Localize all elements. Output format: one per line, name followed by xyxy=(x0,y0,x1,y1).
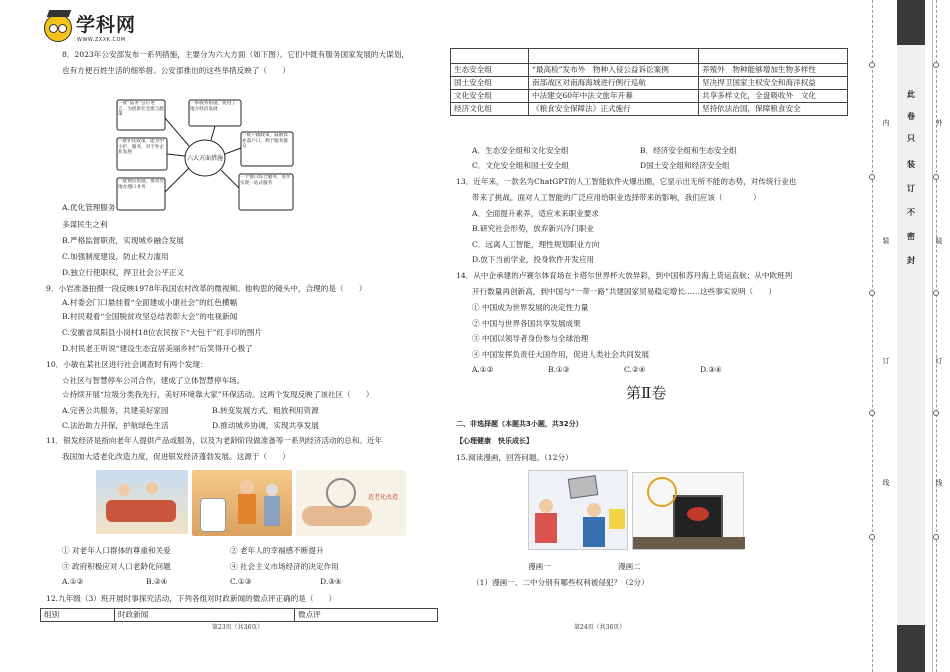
binding-hole-icon xyxy=(869,534,875,540)
q13-option-c: C．远离人工智能，理性规划职业方向 xyxy=(472,240,600,249)
q8-option-d: D.独立行使职权，捍卫社会公平正义 xyxy=(62,268,185,277)
outer-label-xian: 线 xyxy=(935,479,943,487)
table-cell-news: 《粮食安全保障法》正式施行 xyxy=(529,103,699,116)
right-page-footer: 第24页（共36页） xyxy=(574,624,626,631)
q14-item-1: ① 中国成为世界发展的决定性力量 xyxy=(472,303,589,312)
q14-item-4: ④ 中国发挥负责任大国作用，促进人类社会共同发展 xyxy=(472,350,650,359)
seal-strip-top-block xyxy=(897,0,925,45)
q12-header-news: 时政新闻 xyxy=(115,609,295,622)
q9-option-a: A.村委会门口悬挂着“全面建成小康社会”的红色横幅 xyxy=(62,298,238,307)
table-cell-comment: 坚决捍卫国家主权安全和海洋权益 xyxy=(699,77,848,90)
q9-option-c: C.安徽省凤阳县小岗村18位农民按下“大包干”红手印的图片 xyxy=(62,328,263,337)
comic-two-caption: 漫画二 xyxy=(618,562,641,571)
q13-stem-line1: 13．近年来，一款名为ChatGPT的人工智能软件火爆出圈，它显示出无所不能的态势，对传统行业也 xyxy=(456,177,797,186)
q13-option-a: A．全面提升素养，适应未来职业要求 xyxy=(472,209,599,218)
comic-one-image xyxy=(528,470,628,550)
q12-header-group: 组别 xyxy=(41,609,115,622)
inner-label-nei: 内 xyxy=(882,119,890,127)
q13-stem-line2: 带来了挑战。面对人工智能的广泛应用给职业选择带来的影响，我们应该（ ） xyxy=(472,193,761,202)
inner-label-ding: 订 xyxy=(882,357,890,365)
q11-item-3: ③ 政府积极应对人口老龄化问题 xyxy=(62,562,171,571)
q9-option-d: D.村民老王听说“建设生态宜居美丽乡村”后笑得开心极了 xyxy=(62,344,253,353)
table-cell-group: 国土安全组 xyxy=(451,77,529,90)
table-cell-news: 中法建交60年中法文旅年开幕 xyxy=(529,90,699,103)
outer-label-ding: 订 xyxy=(935,357,943,365)
diagram-box-1-text: 一批“法务”公正进言，为创新社会建言献策 xyxy=(118,101,164,117)
inner-label-xian: 线 xyxy=(882,479,890,487)
q11-stem-line1: 11．银发经济是指向老年人提供产品或服务，以及为老龄阶段做准备等一系列经济活动的总和。近年 xyxy=(46,436,383,445)
q10-option-b: B.转变发展方式，粗放利用资源 xyxy=(212,406,319,415)
q13-option-b: B.研究社会形势，放弃新兴冷门职业 xyxy=(472,224,594,233)
q13-option-d: D.放下当前学业，投身软件开发应用 xyxy=(472,255,595,264)
q14-item-2: ② 中国与世界各国共享发展成果 xyxy=(472,319,581,328)
q14-option-b: B.①③ xyxy=(548,365,570,374)
q10-stem: 10．小敏在某社区进行社会调查时有两个发现： xyxy=(46,360,208,369)
seal-char-8: 封 xyxy=(907,256,915,265)
q15-sub-question-1: （1）漫画一、二中分别有哪些权利被侵犯？（2分） xyxy=(472,578,649,587)
binding-hole-icon xyxy=(933,534,939,540)
logo-mascot-icon xyxy=(44,14,72,42)
q12-header-comment: 微点评 xyxy=(295,609,438,622)
seal-char-1: 此 xyxy=(907,90,915,99)
q12-option-d: D国土安全组和经济安全组 xyxy=(640,161,730,170)
diagram-box-2-text: 一系服务措施，促进了地方经济发展 xyxy=(190,101,236,112)
binding-hole-icon xyxy=(933,62,939,68)
binding-hole-icon xyxy=(869,174,875,180)
q14-item-3: ③ 中国以领导者身份参与全球治理 xyxy=(472,334,589,343)
seal-char-7: 密 xyxy=(907,232,915,241)
diagram-box-5-text: 一批便民措施，推动异地办理口业务 xyxy=(118,179,164,190)
seal-strip xyxy=(897,0,925,672)
q8-option-a: A.优化管理服务 xyxy=(62,203,116,212)
table-cell-comment: 坚持依法治国，保障粮食安全 xyxy=(699,103,848,116)
table-cell-group: 经济文化组 xyxy=(451,103,529,116)
outer-binding-line xyxy=(936,0,937,672)
outer-label-wai: 外 xyxy=(935,119,943,127)
q11-option-b: B.②④ xyxy=(146,577,168,586)
logo-name: 学科网 xyxy=(76,14,137,36)
q11-item-4: ④ 社会主义市场经济的决定作用 xyxy=(230,562,339,571)
seal-char-5: 订 xyxy=(907,184,915,193)
diagram-box-4-text: 一批户籍政策，鼓励农业落户口，利于服务群众 xyxy=(242,133,288,149)
theme-heading: 【心理健康 快乐成长】 xyxy=(456,437,533,445)
diagram-box-6-text: 一个窗口综合服务，进步实现一站式服务 xyxy=(240,175,291,186)
q8-stem-line1: 8．2023年公安部发布一系列措施，主要分为六大方面（如下图）。它们中既有服务国家发展的大谋划， xyxy=(62,50,409,59)
table-cell-news: 南部战区对南海海域进行例行巡航 xyxy=(529,77,699,90)
q14-option-c: C.②④ xyxy=(624,365,646,374)
family-sofa-scene xyxy=(96,470,188,534)
toilet-grab-bar-scene xyxy=(192,470,292,536)
q8-stem-line2: 也有方便百姓生活的细举措。公安部推出的这些举措反映了（ ） xyxy=(62,66,290,75)
q8-option-a-cont: 多谋民生之利 xyxy=(62,220,108,229)
q8-option-c: C.加强制度建设，防止权力滥用 xyxy=(62,252,169,261)
graduation-cap-icon xyxy=(47,10,72,17)
binding-hole-icon xyxy=(869,62,875,68)
q11-option-d: D.③④ xyxy=(320,577,342,586)
hands-wheelchair-scene xyxy=(296,470,406,536)
table-cell-comment: 养殖外 物种能够增加生物多样性 xyxy=(699,64,848,77)
q12-stem: 12.九年级（3）班开展时事探究活动，下列各组对时政新闻的微点评正确的是（ ） xyxy=(46,594,337,603)
binding-hole-icon xyxy=(869,410,875,416)
seal-char-4: 装 xyxy=(907,160,915,169)
table-cell-comment: 共享多样文化，全盘吸收外 文化 xyxy=(699,90,848,103)
q9-option-b: B.村民观看“全国脱贫攻坚总结表彰大会”的电视新闻 xyxy=(62,312,238,321)
binding-hole-icon xyxy=(933,290,939,296)
q11-item-2: ② 老年人的幸福感不断提升 xyxy=(230,546,324,555)
q11-elderly-care-illustration xyxy=(96,470,406,540)
seal-char-2: 卷 xyxy=(907,112,915,121)
binding-hole-icon xyxy=(933,174,939,180)
table-row xyxy=(451,64,848,77)
seal-strip-bottom-block xyxy=(897,625,925,672)
q11-image-caption: 适老化改造 xyxy=(368,494,399,501)
diagram-center-label: 六大方面措施 xyxy=(186,155,224,162)
q9-stem: 9．小岩准备拍摄一段反映1978年我国农村改革的微视频。他构思的镜头中，合理的是（ ） xyxy=(46,284,367,293)
table-cell-group: 文化安全组 xyxy=(451,90,529,103)
q11-option-a: A.①② xyxy=(62,577,84,586)
diagram-box-3-text: 一批护民政策，能为中小护、服务，对于外企业发展 xyxy=(118,139,164,155)
q8-measures-diagram xyxy=(115,98,295,213)
left-page-footer: 第23页（共36页） xyxy=(212,624,264,631)
inner-label-zhuang: 装 xyxy=(882,237,890,245)
q11-option-c: C.①③ xyxy=(230,577,252,586)
logo-url: WWW.ZXXK.COM xyxy=(77,37,126,43)
table-row xyxy=(451,103,848,116)
seal-char-3: 只 xyxy=(907,134,915,143)
table-cell-news: “最高检”发布外 物种入侵公益诉讼案例 xyxy=(529,64,699,77)
outer-label-zhuang: 装 xyxy=(935,237,943,245)
section-2-title: 第Ⅱ卷 xyxy=(626,384,667,402)
q10-option-d: D.推动城乡协调，实现共享发展 xyxy=(212,421,319,430)
part2-heading: 二、非选择题（本题共3小题，共32分） xyxy=(456,420,583,428)
q15-stem: 15.阅读漫画，回答问题。（12分） xyxy=(456,453,573,462)
q14-stem-line1: 14．从中企承建的卢赛尔体育场在卡塔尔世界杯大放异彩，到中国和苏丹海上货运直航；从中欧班列 xyxy=(456,271,793,280)
q14-stem-line2: 开行数量再创新高，到中国与“一带一路”共建国家贸易稳定增长……这些事实说明（ ） xyxy=(472,287,776,296)
q10-option-a: A.完善公共服务，共建美好家园 xyxy=(62,406,169,415)
q10-finding-1: ☆社区与智慧停车公司合作，建成了立体智慧停车场。 xyxy=(62,376,245,385)
table-row xyxy=(451,90,848,103)
q12-table-header xyxy=(40,608,438,622)
table-cell-group: 生态安全组 xyxy=(451,64,529,77)
comic-one-caption: 漫画一 xyxy=(528,562,551,571)
q12-table-body xyxy=(450,48,848,116)
binding-hole-icon xyxy=(933,410,939,416)
q10-finding-2: ☆持续开展“垃圾分类我先行，美好环境靠大家”环保活动。这两个发现反映了该社区（ ） xyxy=(62,390,374,399)
comic-two-image xyxy=(632,472,744,550)
inner-binding-line xyxy=(872,0,873,672)
q14-option-d: D.③④ xyxy=(700,365,722,374)
q11-item-1: ① 对老年人口群体的尊重和关爱 xyxy=(62,546,171,555)
q8-option-b: B.严格监督职责，实现城乡融合发展 xyxy=(62,236,184,245)
q11-stem-line2: 我国加大适老化改造力度，促进银发经济蓬勃发展。这源于（ ） xyxy=(62,452,290,461)
q14-option-a: A.①② xyxy=(472,365,494,374)
outer-binding-margin xyxy=(932,0,950,672)
q10-option-c: C.法治助力开保，护航绿色生活 xyxy=(62,421,169,430)
seal-char-6: 不 xyxy=(907,208,915,217)
zxxk-logo xyxy=(44,12,164,48)
q12-option-c: C．文化安全组和国土安全组 xyxy=(472,161,569,170)
q12-option-a: A．生态安全组和文化安全组 xyxy=(472,146,569,155)
q12-option-b: B．经济安全组和生态安全组 xyxy=(640,146,737,155)
table-row xyxy=(451,77,848,90)
binding-hole-icon xyxy=(869,290,875,296)
